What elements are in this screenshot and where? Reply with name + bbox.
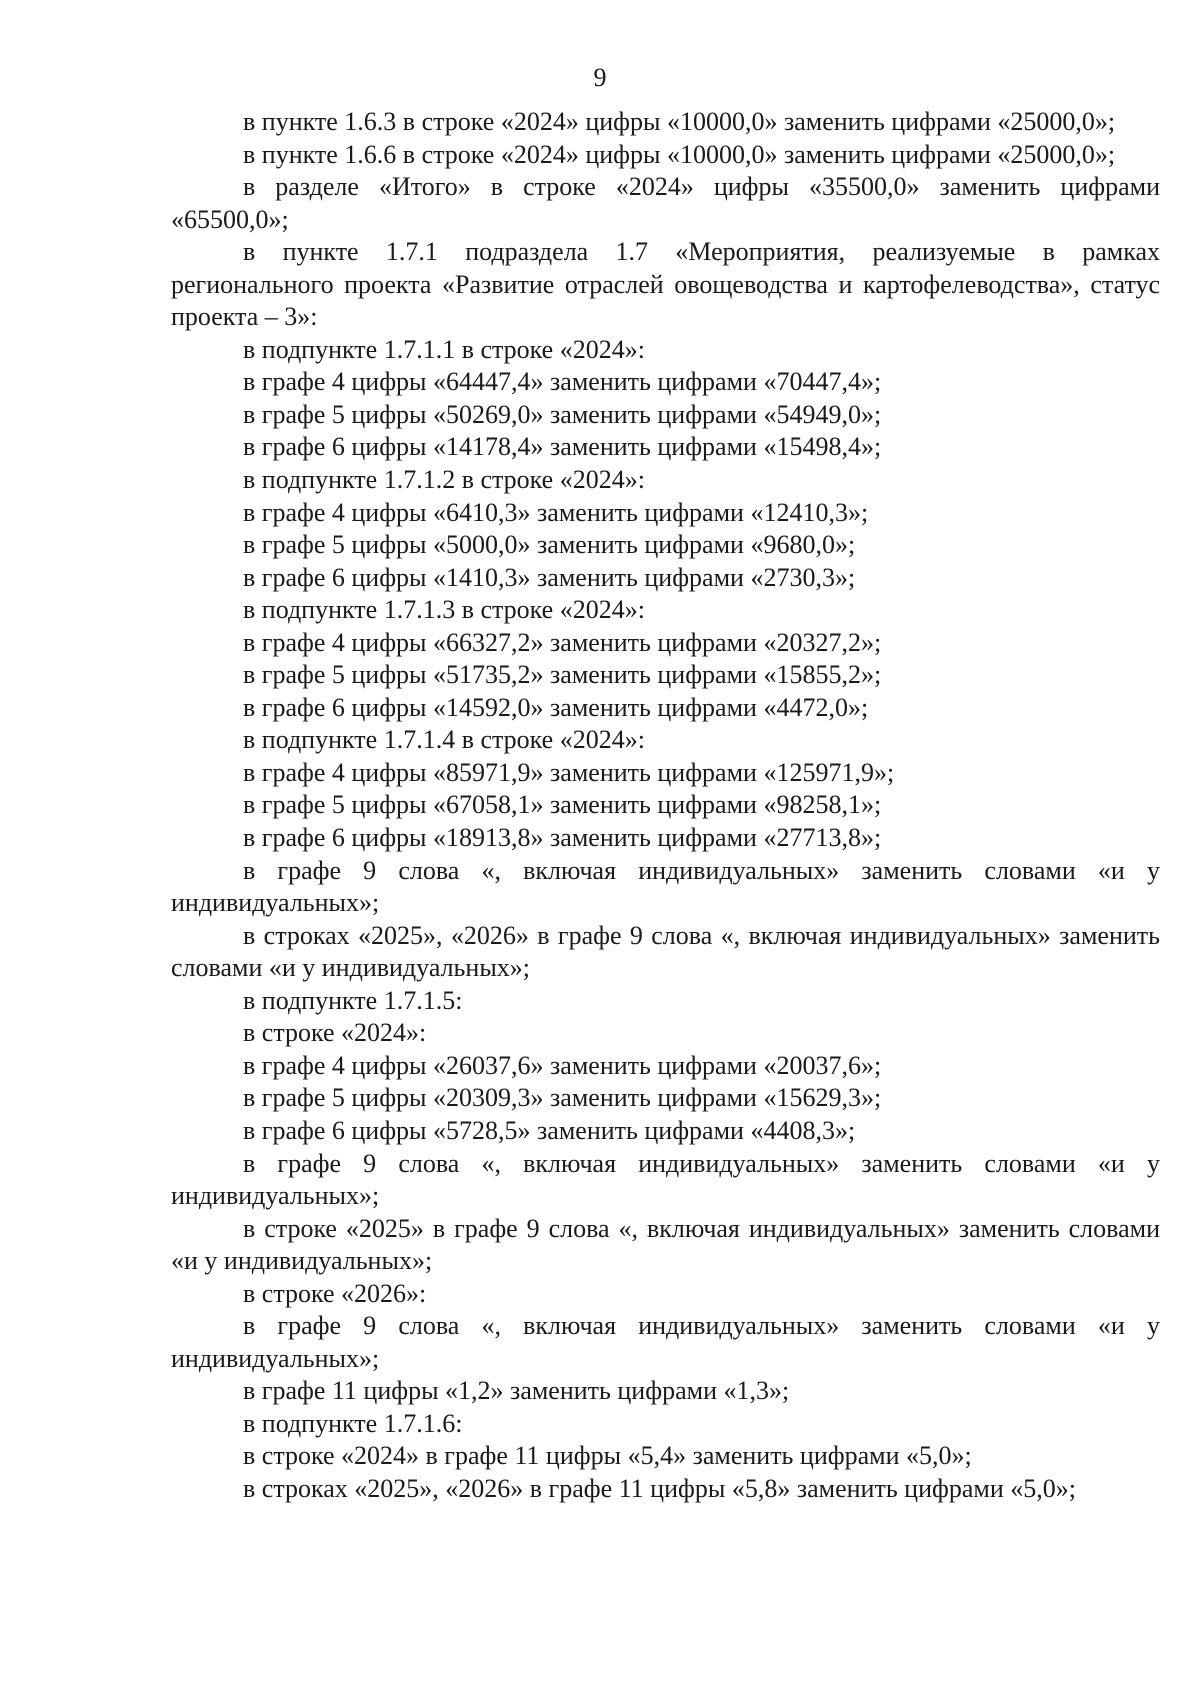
paragraph-10: в графе 4 цифры «6410,3» заменить цифрами «12410,3»; (243, 497, 869, 527)
paragraph-14: в графе 4 цифры «66327,2» заменить цифрами «20327,2»; (243, 627, 882, 657)
paragraph-5: в подпункте 1.7.1.1 в строке «2024»: (243, 334, 645, 364)
paragraph-8: в графе 6 цифры «14178,4» заменить цифрами «15498,4»; (243, 432, 882, 462)
paragraph-6: в графе 4 цифры «64447,4» заменить цифрами «70447,4»; (243, 367, 882, 397)
paragraph-29: в строке «2025» в графе 9 слова «, включая индивидуальных» заменить словами «и у индивидуальных»; (171, 1213, 1160, 1276)
paragraph-4: в пункте 1.7.1 подраздела 1.7 «Мероприятия, реализуемые в рамках регионального проекта «Развитие отраслей овощеводства и картофелеводства», статус проекта – 3»: (171, 237, 1160, 332)
document-body (171, 106, 1160, 1506)
paragraph-16: в графе 6 цифры «14592,0» заменить цифрами «4472,0»; (243, 692, 869, 722)
paragraph-9: в подпункте 1.7.1.2 в строке «2024»: (243, 465, 645, 495)
paragraph-28: в графе 9 слова «, включая индивидуальных» заменить словами «и у индивидуальных»; (171, 1148, 1160, 1211)
paragraph-15: в графе 5 цифры «51735,2» заменить цифрами «15855,2»; (243, 660, 882, 690)
paragraph-3: в разделе «Итого» в строке «2024» цифры «35500,0» заменить цифрами «65500,0»; (171, 172, 1160, 234)
paragraph-11: в графе 5 цифры «5000,0» заменить цифрами «9680,0»; (243, 530, 856, 560)
paragraph-20: в графе 6 цифры «18913,8» заменить цифрами «27713,8»; (243, 823, 882, 853)
paragraph-27: в графе 6 цифры «5728,5» заменить цифрами «4408,3»; (243, 1115, 856, 1145)
paragraph-12: в графе 6 цифры «1410,3» заменить цифрами «2730,3»; (243, 562, 856, 592)
paragraph-21: в графе 9 слова «, включая индивидуальных» заменить словами «и у индивидуальных»; (171, 855, 1160, 918)
paragraph-30: в строке «2026»: (243, 1278, 427, 1308)
paragraph-33: в подпункте 1.7.1.6: (243, 1408, 463, 1438)
paragraph-22: в строках «2025», «2026» в графе 9 слова «, включая индивидуальных» заменить словами «и у индивидуальных»; (171, 920, 1160, 983)
page-number: 9 (593, 63, 607, 92)
paragraph-17: в подпункте 1.7.1.4 в строке «2024»: (243, 725, 645, 755)
paragraph-7: в графе 5 цифры «50269,0» заменить цифрами «54949,0»; (243, 399, 882, 429)
paragraph-34: в строке «2024» в графе 11 цифры «5,4» заменить цифрами «5,0»; (243, 1441, 972, 1471)
paragraph-31: в графе 9 слова «, включая индивидуальных» заменить словами «и у индивидуальных»; (171, 1311, 1160, 1373)
paragraph-2: в пункте 1.6.6 в строке «2024» цифры «10000,0» заменить цифрами «25000,0»; (243, 139, 1116, 169)
paragraph-19: в графе 5 цифры «67058,1» заменить цифрами «98258,1»; (243, 790, 882, 820)
paragraph-24: в строке «2024»: (243, 1018, 427, 1048)
paragraph-23: в подпункте 1.7.1.5: (243, 985, 463, 1015)
paragraph-35: в строках «2025», «2026» в графе 11 цифры «5,8» заменить цифрами «5,0»; (243, 1473, 1076, 1503)
paragraph-32: в графе 11 цифры «1,2» заменить цифрами «1,3»; (243, 1376, 790, 1406)
paragraph-18: в графе 4 цифры «85971,9» заменить цифрами «125971,9»; (243, 757, 895, 787)
paragraph-13: в подпункте 1.7.1.3 в строке «2024»: (243, 595, 645, 625)
paragraph-26: в графе 5 цифры «20309,3» заменить цифрами «15629,3»; (243, 1083, 882, 1113)
paragraph-25: в графе 4 цифры «26037,6» заменить цифрами «20037,6»; (243, 1050, 882, 1080)
paragraph-1: в пункте 1.6.3 в строке «2024» цифры «10000,0» заменить цифрами «25000,0»; (243, 107, 1116, 136)
